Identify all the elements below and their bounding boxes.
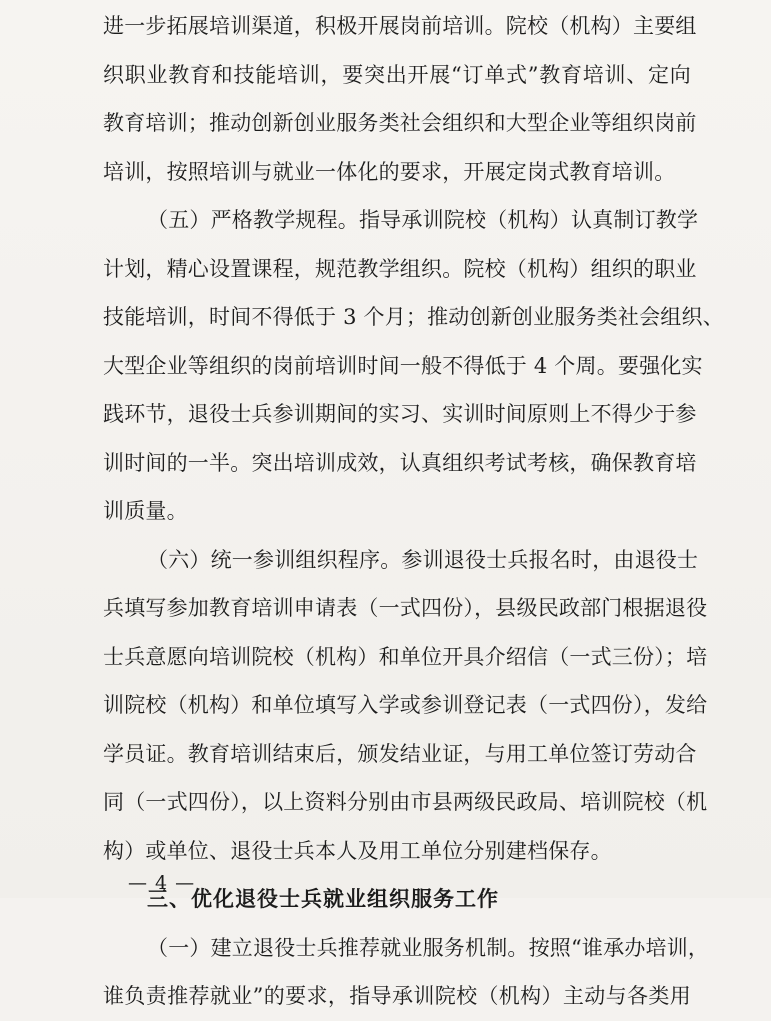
text-line: 进一步拓展培训渠道，积极开展岗前培训。院校（机构）主要组	[103, 14, 697, 38]
text-line: 训质量。	[103, 499, 188, 523]
section-heading: 三、优化退役士兵就业组织服务工作	[147, 887, 499, 911]
text-line: （六）统一参训组织程序。参训退役士兵报名时，由退役士	[147, 547, 699, 572]
text-line: 训院校（机构）和单位填写入学或参训登记表（一式四份），发给	[103, 693, 708, 717]
text-line: 学员证。教育培训结束后，颁发结业证，与用工单位签订劳动合	[103, 741, 697, 766]
text-line: 织职业教育和技能培训，要突出开展“订单式”教育培训、定向	[103, 62, 691, 87]
text-line: 构）或单位、退役士兵本人及用工单位分别建档保存。	[103, 838, 612, 863]
text-line: 计划，精心设置课程，规范教学组织。院校（机构）组织的职业	[103, 256, 697, 281]
text-line: 技能培训，时间不得低于 3 个月；推动创新创业服务类社会组织、	[103, 305, 724, 329]
text-line: 践环节，退役士兵参训期间的实习、实训时间原则上不得少于参	[103, 402, 697, 426]
text-line: 谁负责推荐就业”的要求，指导承训院校（机构）主动与各类用	[103, 984, 691, 1008]
text-line: 同（一式四份），以上资料分别由市县两级民政局、培训院校（机	[103, 790, 708, 814]
text-line: 大型企业等组织的岗前培训时间一般不得低于 4 个周。要强化实	[103, 353, 703, 378]
text-line: 兵填写参加教育培训申请表（一式四份），县级民政部门根据退役	[103, 596, 708, 620]
text-line: （一）建立退役士兵推荐就业服务机制。按照“谁承办培训，	[147, 935, 710, 960]
text-line: 训时间的一半。突出培训成效，认真组织考试考核，确保教育培	[103, 450, 697, 475]
page-number: — 4 —	[128, 872, 196, 894]
text-line: 培训，按照培训与就业一体化的要求，开展定岗式教育培训。	[103, 159, 676, 184]
text-line: 士兵意愿向培训院校（机构）和单位开具介绍信（一式三份）；培	[103, 644, 708, 669]
body-text	[103, 2, 724, 1021]
text-line: 教育培训；推动创新创业服务类社会组织和大型企业等组织岗前	[103, 111, 697, 135]
text-line: （五）严格教学规程。指导承训院校（机构）认真制订教学	[147, 208, 699, 232]
